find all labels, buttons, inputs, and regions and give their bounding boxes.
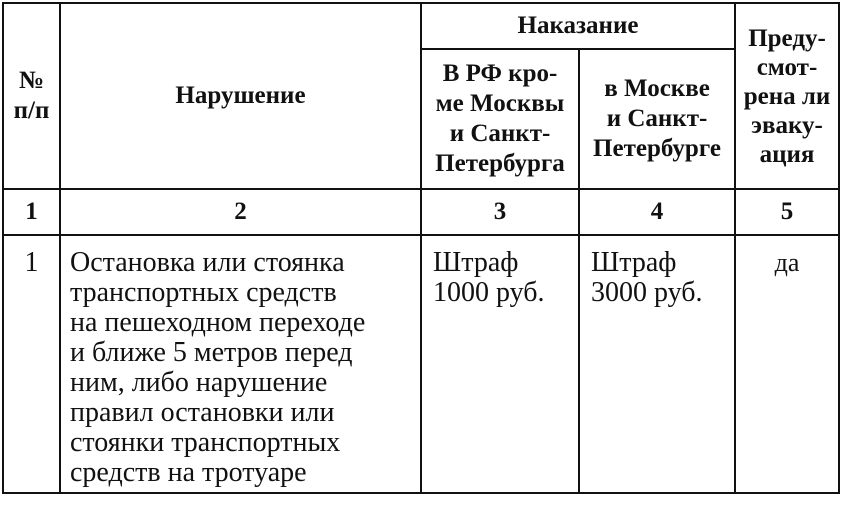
row-number: 1 xyxy=(3,235,60,493)
column-number: 3 xyxy=(421,189,579,235)
penalty-table xyxy=(2,2,840,494)
header-number: № п/п xyxy=(3,3,60,189)
row-penalty-moscow-spb: Штраф 3000 руб. xyxy=(579,235,735,493)
header-penalty-moscow-spb: в Москве и Санкт- Петербурге xyxy=(579,49,735,189)
column-number-row xyxy=(3,189,839,235)
table-row xyxy=(3,235,839,493)
column-number: 4 xyxy=(579,189,735,235)
row-evacuation: да xyxy=(735,235,839,493)
row-penalty-rf: Штраф 1000 руб. xyxy=(421,235,579,493)
column-number: 1 xyxy=(3,189,60,235)
header-penalty-rf: В РФ кро- ме Москвы и Санкт- Петербурга xyxy=(421,49,579,189)
header-evacuation: Преду- смот- рена ли эваку- ация xyxy=(735,3,839,189)
header-penalty: Наказание xyxy=(421,3,735,49)
column-number: 2 xyxy=(60,189,421,235)
column-number: 5 xyxy=(735,189,839,235)
header-violation: Нарушение xyxy=(60,3,421,189)
row-violation: Остановка или стоянка транспортных средств на пешеходном переходе и ближе 5 метров перед ним, либо нарушение правил остановки или стоянки транспортных средств на тротуаре xyxy=(60,235,421,493)
